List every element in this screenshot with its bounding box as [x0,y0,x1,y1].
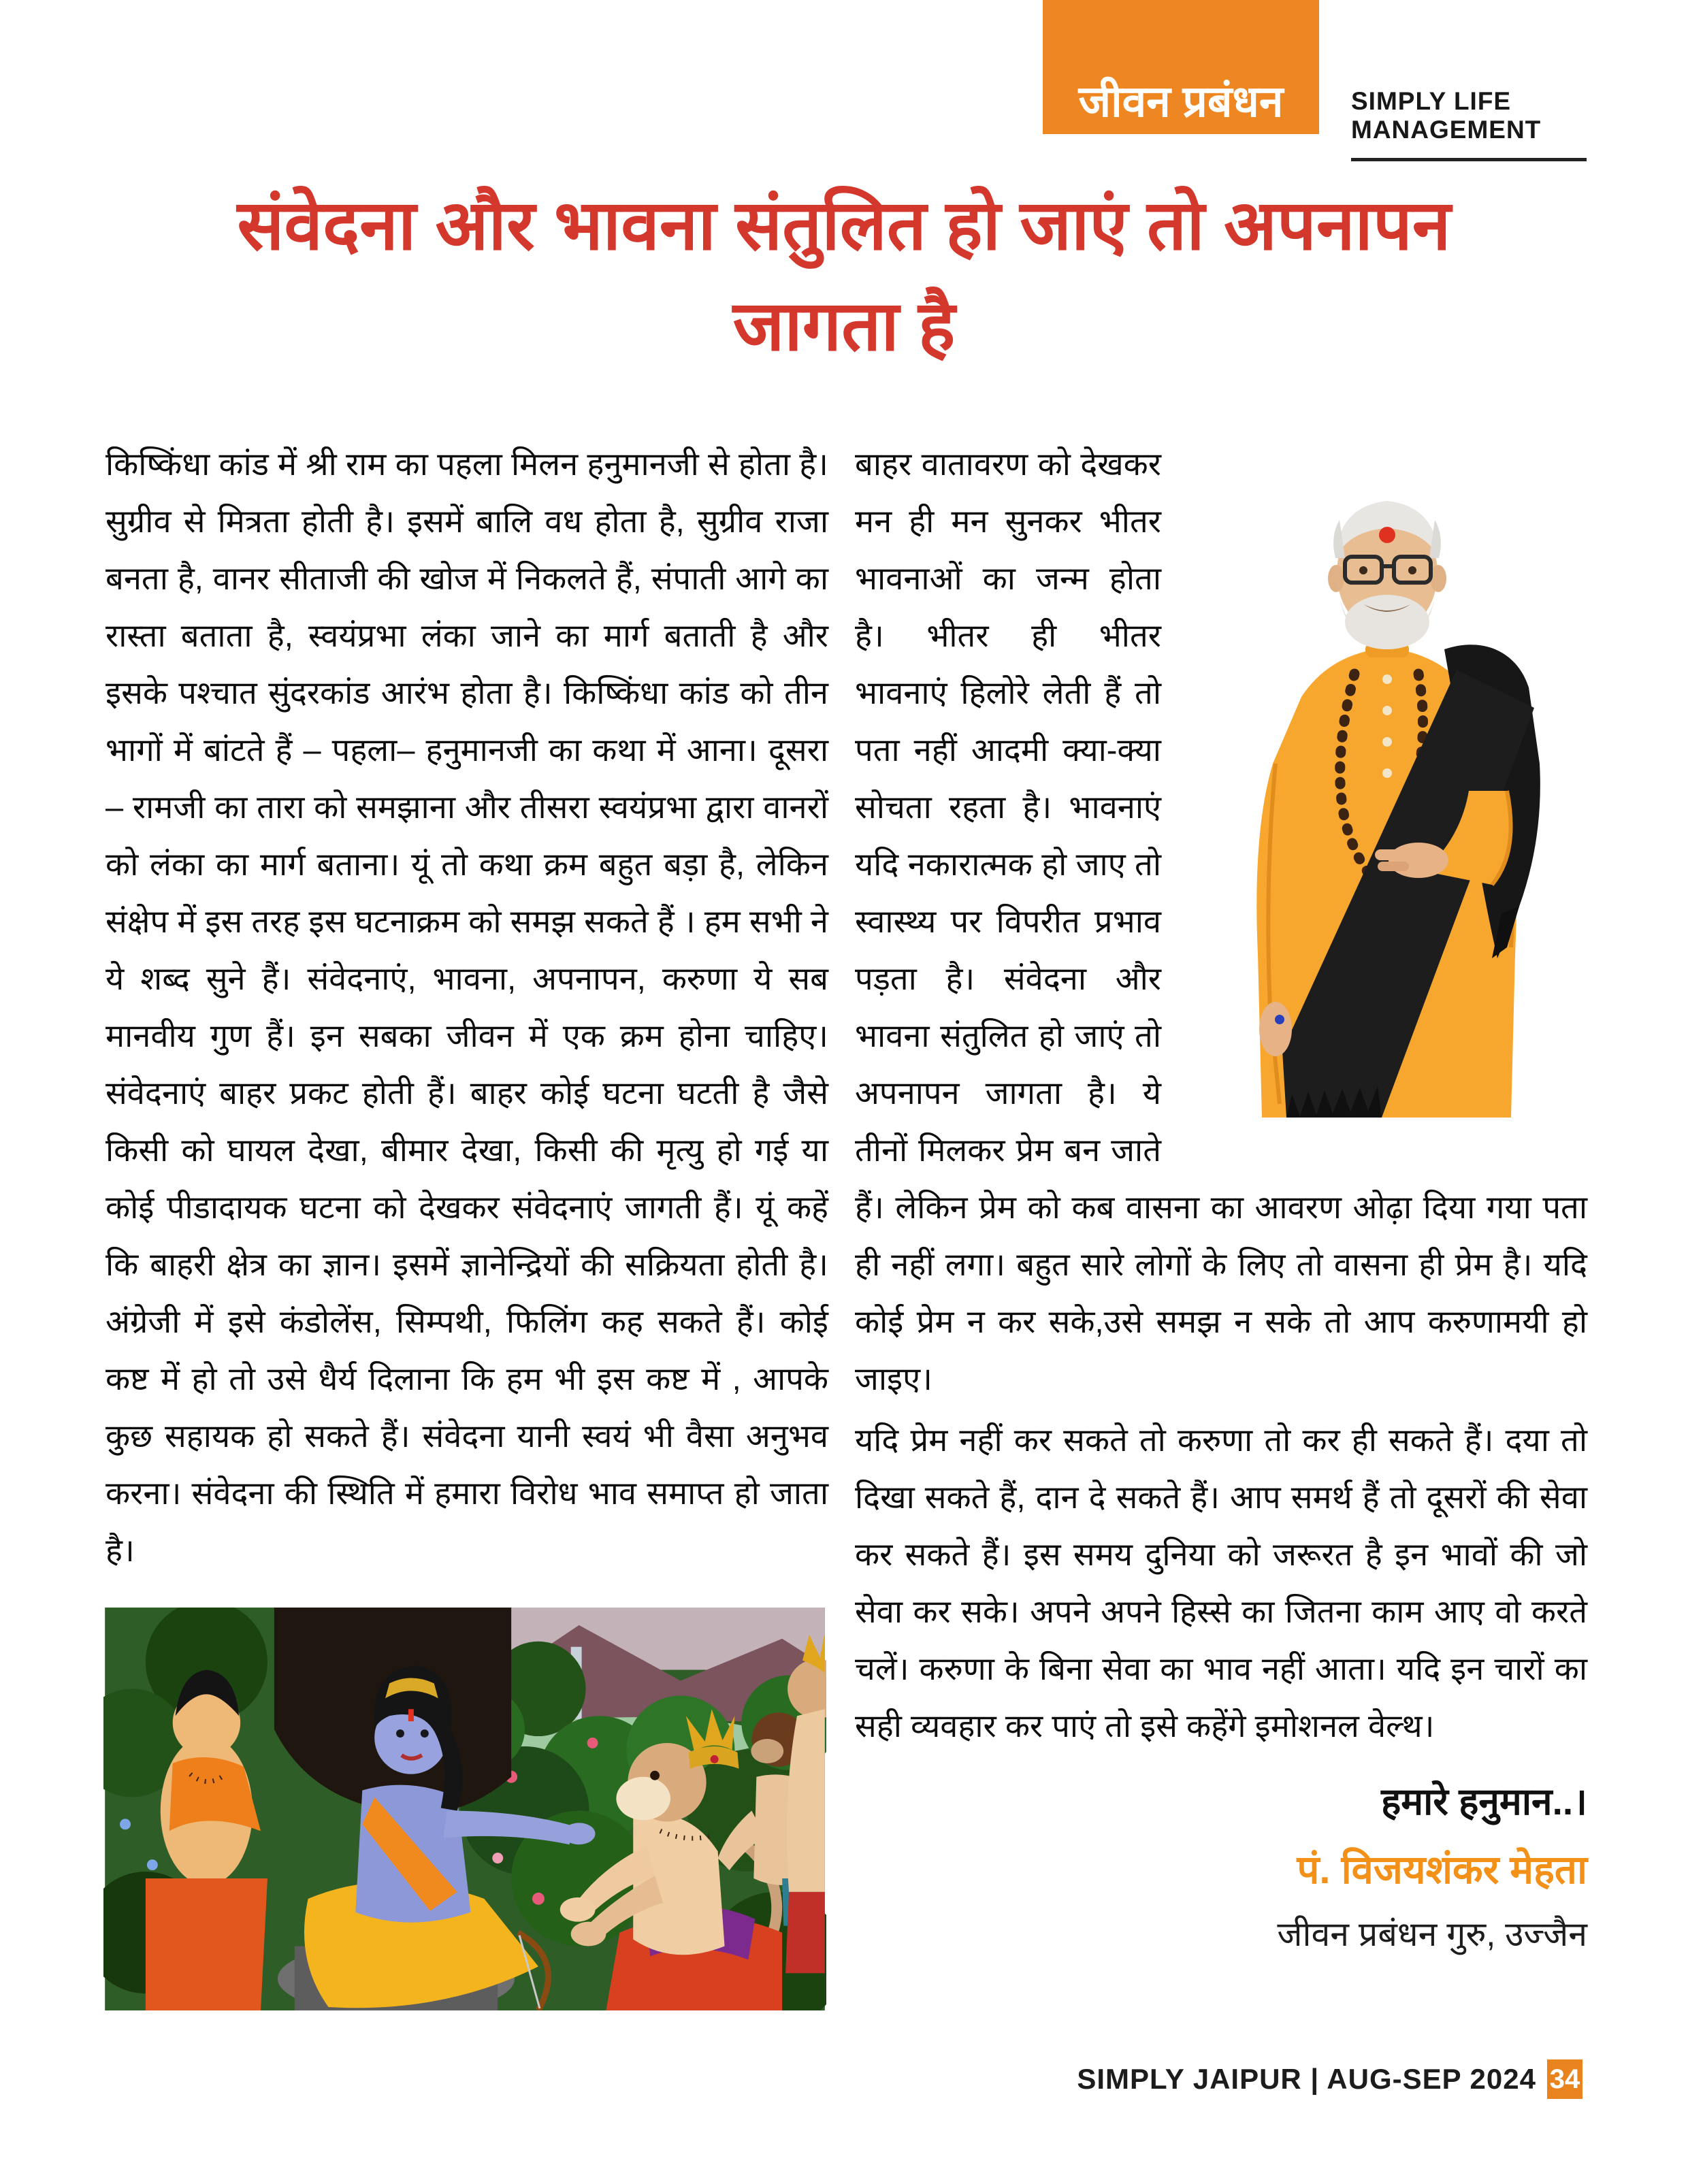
page-footer [681,2059,1582,2099]
author-block [855,1775,1587,1956]
body-column-left [106,436,828,1583]
section-title-english: SIMPLY LIFE MANAGEMENT [1351,87,1587,161]
page-number-badge: 34 [1547,2059,1582,2099]
guru-photo [1192,471,1587,1118]
section-title-hindi: जीवन प्रबंधन [1078,77,1284,126]
section-brand-box [1043,0,1319,134]
body-column-right [855,436,1587,1759]
footer-magazine-issue: SIMPLY JAIPUR | AUG-SEP 2024 [1077,2063,1536,2095]
right-column-paragraph-2: यदि प्रेम नहीं कर सकते तो करुणा तो कर ही सकते हैं। दया तो दिखा सकते हैं, दान दे सकते हैं। आप समर्थ हैं तो दूसरों की सेवा कर सकते हैं। इस समय दुनिया को जरूरत है इन भावों की जो सेवा कर सके। अपने अपने हिस्से का जितना काम आए वो करते चलें। करुणा के बिना सेवा का भाव नहीं आता। यदि इन चारों का सही व्यवहार कर पाएं तो इसे कहेंगे इमोशनल वेल्थ। [855,1422,1587,1744]
article-title-line-1: संवेदना और भावना संतुलित हो जाएं तो अपनापन [237,186,1451,264]
author-designation: जीवन प्रबंधन गुरु, उज्जैन [1277,1915,1587,1953]
left-column-paragraph: किष्किंधा कांड में श्री राम का पहला मिलन हनुमानजी से होता है। सुग्रीव से मित्रता होती है। इसमें बालि वध होता है, सुग्रीव राजा बनता है, वानर सीताजी की खोज में निकलते हैं, संपाती आगे का रास्ता बताता है, स्वयंप्रभा लंका जाने का मार्ग बताती है और इसके पश्चात सुंदरकांड आरंभ होता है। किष्किंधा कांड को तीन भागों में बांटते हैं – पहला– हनुमानजी का कथा में आना। दूसरा – रामजी का तारा को समझाना और तीसरा स्वयंप्रभा द्वारा वानरों को लंका का मार्ग बताना। यूं तो कथा क्रम बहुत बड़ा है, लेकिन संक्षेप में इस तरह इस घटनाक्रम को समझ सकते हैं । हम सभी ने ये शब्द सुने हैं। संवेदनाएं, भावना, अपनापन, करुणा ये सब मानवीय गुण हैं। इन सबका जीवन में एक क्रम होना चाहिए। संवेदनाएं बाहर प्रकट होती हैं। बाहर कोई घटना घटती है जैसे किसी को घायल देखा, बीमार देखा, किसी की मृत्यु हो गई या कोई पीडादायक घटना को देखकर संवेदनाएं जागती हैं। यूं कहें कि बाहरी क्षेत्र का ज्ञान। इसमें ज्ञानेन्द्रियों की सक्रियता होती है। अंग्रेजी में इसे कंडोलेंस, सिम्पथी, फिलिंग कह सकते हैं। कोई कष्ट में हो तो उसे धैर्य दिलाना कि हम भी इस कष्ट में , आपके कुछ सहायक हो सकते हैं। संवेदना यानी स्वयं भी वैसा अनुभव करना। संवेदना की स्थिति में हमारा विरोध भाव समाप्त हो जाता है। [106,446,828,1568]
author-name: पं. विजयशंकर मेहता [1297,1848,1587,1892]
article-title-line-2: जागता है [732,287,956,365]
right-column-paragraph-1: बाहर वातावरण को देखकर मन ही मन सुनकर भीतर भावनाओं का जन्म होता है। भीतर ही भीतर भावनाएं हिलोरे लेती हैं तो पता नहीं आदमी क्या-क्या सोचता रहता है। भावनाएं यदि नकारात्मक हो जाए तो स्वास्थ्य पर विपरीत प्रभाव पड़ता है। संवेदना और भावना संतुलित हो जाएं तो अपनापन जागता है। ये तीनों मिलकर प्रेम बन जाते हैं। लेकिन प्रेम को कब वासना का आवरण ओढ़ा दिया गया पता ही नहीं लगा। बहुत सारे लोगों के लिए तो वासना ही प्रेम है। यदि कोई प्रेम न कर सके,उसे समझ न सके तो आप करुणामयी हो जाइए। [855,446,1587,1397]
ram-hanuman-painting [103,1608,826,2010]
ram-hanuman-painting-frame [103,1608,826,2010]
article-title [95,176,1593,377]
author-series-title: हमारे हनुमान..। [1381,1780,1587,1823]
guru-photo-frame [1176,436,1587,1131]
